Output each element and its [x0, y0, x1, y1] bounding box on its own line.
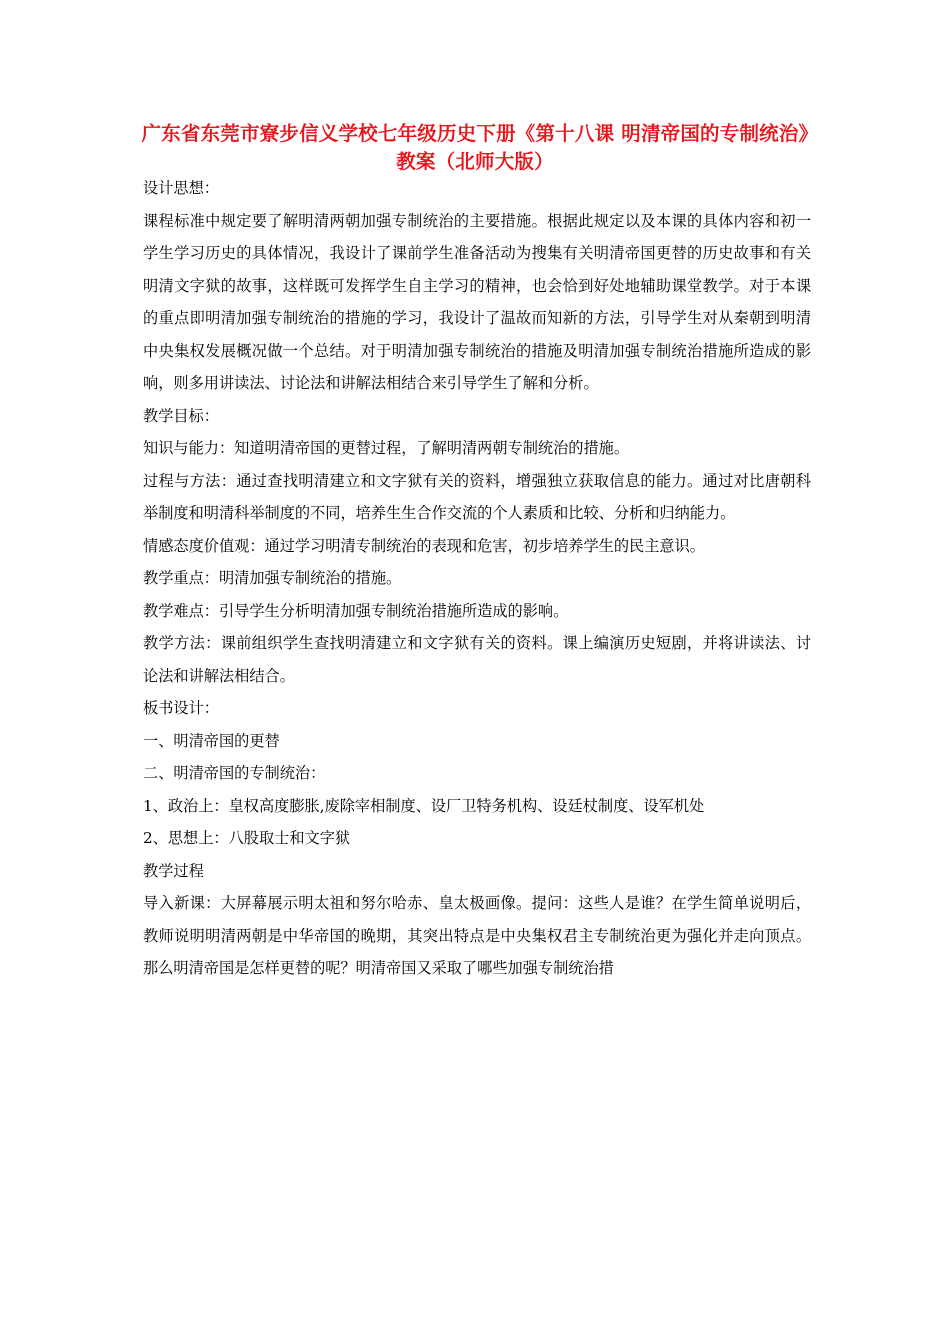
paragraph-emotion-values: 情感态度价值观：通过学习明清专制统治的表现和危害，初步培养学生的民主意识。 — [143, 536, 705, 555]
board-subitem-thought: 2、思想上：八股取士和文字狱 — [143, 829, 351, 847]
document-title: 广东省东莞市寮步信义学校七年级历史下册《第十八课 明清帝国的专制统治》教案（北师大版） — [141, 122, 809, 173]
document-body — [143, 172, 811, 985]
board-subitem-politics: 1、政治上：皇权高度膨胀,废除宰相制度、设厂卫特务机构、设廷杖制度、设军机处 — [143, 796, 705, 815]
heading-teaching-process: 教学过程 — [143, 861, 204, 880]
board-item-1: 一、明清帝国的更替 — [143, 731, 280, 750]
paragraph-key-point: 教学重点：明清加强专制统治的措施。 — [143, 569, 402, 587]
board-item-2: 二、明清帝国的专制统治： — [143, 764, 326, 782]
paragraph-design-idea: 课程标准中规定要了解明清两朝加强专制统治的主要措施。根据此规定以及本课的具体内容和初一学生学习历史的具体情况，我设计了课前学生准备活动为搜集有关明清帝国更替的历史故事和有关明清文字狱的故事，这样既可发挥学生自主学习的精神，也会恰到好处地辅助课堂教学。对于本课的重点即明清加强专制统治的措施的学习，我设计了温故而知新的方法，引导学生对从秦朝到明清中央集权发展概况做一个总结。对于明清加强专制统治的措施及明清加强专制统治措施所造成的影响，则多用讲读法、讨论法和讲解法相结合来引导学生了解和分析。 — [143, 211, 811, 392]
paragraph-introduction: 导入新课：大屏幕展示明太祖和努尔哈赤、皇太极画像。提问：这些人是谁？在学生简单说明后，教师说明明清两朝是中华帝国的晚期，其突出特点是中央集权君主专制统治更为强化并走向顶点。那么明清帝国是怎样更替的呢？明清帝国又采取了哪些加强专制统治措 — [143, 894, 811, 977]
heading-teaching-goals: 教学目标： — [143, 406, 219, 425]
heading-board-design: 板书设计： — [143, 699, 219, 717]
heading-design-idea: 设计思想： — [143, 179, 219, 197]
paragraph-difficulty: 教学难点：引导学生分析明清加强专制统治措施所造成的影响。 — [143, 601, 569, 620]
paragraph-teaching-method: 教学方法：课前组织学生查找明清建立和文字狱有关的资料。课上编演历史短剧，并将讲读法、讨论法和讲解法相结合。 — [143, 634, 811, 685]
paragraph-knowledge-ability: 知识与能力：知道明清帝国的更替过程，了解明清两朝专制统治的措施。 — [143, 439, 629, 457]
paragraph-process-method: 过程与方法：通过查找明清建立和文字狱有关的资料，增强独立获取信息的能力。通过对比唐朝科举制度和明清科举制度的不同，培养生生合作交流的个人素质和比较、分析和归纳能力。 — [143, 471, 811, 522]
